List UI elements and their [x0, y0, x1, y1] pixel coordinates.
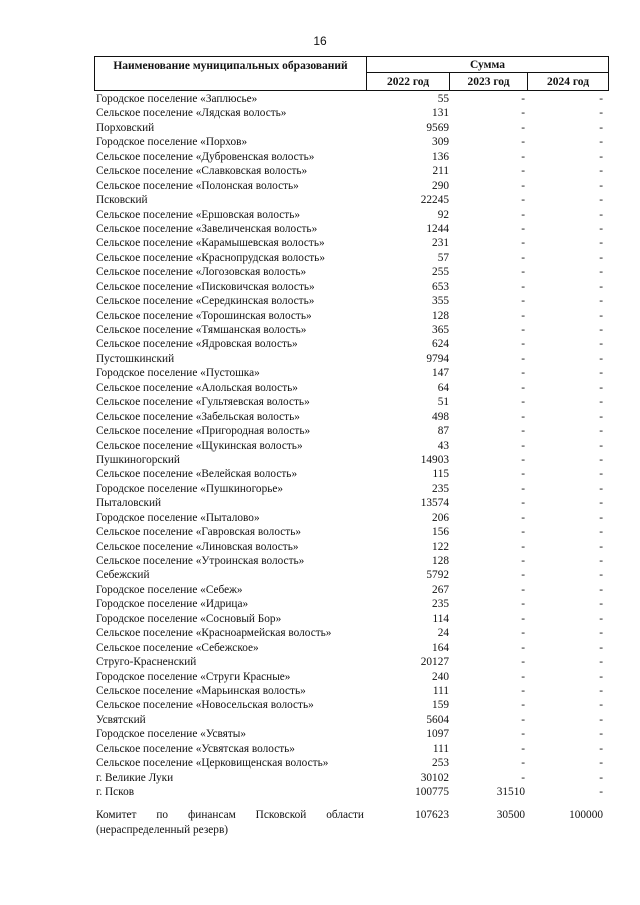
row-value-2022: 164: [432, 641, 449, 654]
row-value-2022: 290: [432, 179, 449, 192]
reserve-name-word: финансам: [187, 809, 236, 821]
row-name: Сельское поселение «Себежское»: [96, 641, 259, 654]
row-value-2022: 22245: [420, 194, 449, 207]
row-value-2023: -: [521, 468, 525, 481]
row-value-2022: 24: [437, 627, 449, 640]
row-name: Сельское поселение «Ядровская волость»: [96, 338, 298, 351]
row-name: Городское поселение «Идрица»: [96, 598, 249, 611]
table-row: [94, 381, 609, 395]
row-name: Сельское поселение «Марьинская волость»: [96, 684, 306, 697]
row-value-2024: -: [599, 381, 603, 394]
table-row: [94, 179, 609, 193]
row-name: Сельское поселение «Усвятская волость»: [96, 742, 295, 755]
table-row: [94, 280, 609, 294]
table-row: [94, 251, 609, 265]
row-value-2024: -: [599, 222, 603, 235]
reserve-name-word: области: [326, 809, 364, 821]
row-value-2023: -: [521, 208, 525, 221]
table-row: [94, 164, 609, 178]
row-value-2023: -: [521, 684, 525, 697]
table-row: [94, 92, 609, 106]
table-row: [94, 583, 609, 597]
table-row: [94, 511, 609, 525]
row-value-2022: 5604: [426, 713, 449, 726]
table-row: [94, 655, 609, 669]
row-name: Сельское поселение «Забельская волость»: [96, 410, 300, 423]
row-value-2023: -: [521, 410, 525, 423]
table-row: [94, 727, 609, 741]
row-value-2023: -: [521, 699, 525, 712]
row-value-2024: -: [599, 583, 603, 596]
row-name: Городское поселение «Струги Красные»: [96, 670, 291, 683]
row-value-2023: -: [521, 555, 525, 567]
row-name: Сельское поселение «Дубровенская волость»: [96, 150, 315, 163]
table-row: [94, 366, 609, 380]
row-name: Сельское поселение «Торошинская волость»: [96, 309, 312, 322]
row-value-2024: -: [599, 786, 603, 798]
row-value-2022: 309: [432, 136, 449, 149]
table-row: [94, 771, 609, 785]
row-value-2024: -: [599, 93, 603, 105]
table-row: [94, 785, 609, 799]
table-row: [94, 135, 609, 149]
table-row: [94, 265, 609, 279]
row-value-2023: -: [521, 280, 525, 293]
row-value-2024: -: [599, 150, 603, 163]
table-row: [94, 525, 609, 539]
row-value-2022: 57: [437, 251, 449, 264]
table-row: [94, 641, 609, 655]
table-row: [94, 352, 609, 366]
table-row: [94, 150, 609, 164]
row-value-2022: 1097: [426, 728, 449, 741]
table-row: [94, 410, 609, 424]
row-value-2023: -: [521, 194, 525, 207]
row-name: Порховский: [96, 121, 155, 134]
row-value-2024: -: [599, 598, 603, 611]
row-value-2022: 128: [432, 555, 449, 567]
row-name: Сельское поселение «Алольская волость»: [96, 381, 298, 394]
row-name: Городское поселение «Усвяты»: [96, 728, 247, 741]
row-value-2024: -: [599, 396, 603, 409]
row-value-2023: -: [521, 93, 525, 105]
row-name: Пушкиногорский: [96, 453, 180, 466]
row-name: Пыталовский: [96, 497, 162, 510]
row-value-2024: -: [599, 540, 603, 553]
row-name: Городское поселение «Пыталово»: [96, 511, 260, 524]
row-value-2022: 92: [437, 208, 449, 221]
row-value-2022: 1244: [426, 222, 449, 235]
row-value-2024: -: [599, 208, 603, 221]
reserve-value-2023: 30500: [496, 809, 525, 821]
table-row: [94, 713, 609, 727]
row-value-2023: -: [521, 641, 525, 654]
row-value-2023: -: [521, 121, 525, 134]
table-row: [94, 554, 609, 568]
row-value-2022: 30102: [420, 771, 449, 784]
row-value-2023: -: [521, 583, 525, 596]
row-name: г. Псков: [96, 786, 135, 798]
table-row: [94, 208, 609, 222]
row-value-2022: 51: [437, 396, 449, 409]
row-name: Сельское поселение «Линовская волость»: [96, 540, 299, 553]
row-value-2023: -: [521, 222, 525, 235]
table-row: [94, 424, 609, 438]
row-value-2022: 9569: [426, 121, 449, 134]
row-value-2023: -: [521, 165, 525, 178]
row-value-2024: -: [599, 425, 603, 438]
row-name: Городское поселение «Себеж»: [96, 583, 243, 596]
table-row: [94, 568, 609, 582]
row-value-2024: -: [599, 497, 603, 510]
row-value-2024: -: [599, 728, 603, 741]
row-value-2024: -: [599, 511, 603, 524]
row-value-2024: -: [599, 338, 603, 351]
row-value-2023: -: [521, 627, 525, 640]
row-value-2023: -: [521, 569, 525, 582]
row-value-2023: -: [521, 771, 525, 784]
header-year-2023: 2023 год: [450, 73, 528, 90]
row-name: Сельское поселение «Щукинская волость»: [96, 439, 303, 452]
row-value-2022: 64: [437, 381, 449, 394]
header-year-2022: 2022 год: [367, 73, 450, 90]
row-value-2023: -: [521, 352, 525, 365]
row-value-2022: 122: [432, 540, 449, 553]
row-name: Сельское поселение «Ершовская волость»: [96, 208, 301, 221]
row-value-2023: -: [521, 425, 525, 438]
row-value-2023: -: [521, 107, 525, 120]
row-value-2023: -: [521, 136, 525, 149]
table-row: [94, 121, 609, 135]
row-name: Пустошкинский: [96, 352, 175, 365]
row-value-2022: 114: [432, 612, 449, 625]
row-name: Сельское поселение «Карамышевская волость»: [96, 237, 325, 250]
row-name: Себежский: [96, 569, 150, 582]
row-value-2023: -: [521, 324, 525, 336]
row-name: Сельское поселение «Гультяевская волость»: [96, 396, 310, 409]
row-value-2023: -: [521, 511, 525, 524]
table-header: [94, 56, 609, 91]
row-value-2023: -: [521, 251, 525, 264]
row-value-2024: -: [599, 367, 603, 380]
reserve-name-word: по: [156, 809, 169, 821]
row-value-2022: 13574: [420, 497, 449, 510]
row-value-2022: 111: [432, 684, 449, 697]
header-name-column: Наименование муниципальных образований: [95, 57, 367, 90]
reserve-name-word: Комитет: [96, 809, 137, 821]
table-row: [94, 756, 609, 770]
row-value-2022: 55: [437, 93, 449, 105]
row-value-2024: -: [599, 309, 603, 322]
table-row: [94, 698, 609, 712]
row-value-2022: 235: [432, 482, 449, 495]
table-row: [94, 626, 609, 640]
row-name: Сельское поселение «Велейская волость»: [96, 468, 298, 481]
table-row: [94, 742, 609, 756]
row-value-2024: -: [599, 627, 603, 640]
row-value-2022: 20127: [420, 656, 449, 669]
reserve-name-line2: (нераспределенный резерв): [96, 823, 229, 836]
row-value-2022: 111: [432, 742, 449, 755]
row-value-2022: 136: [432, 150, 449, 163]
row-name: Сельское поселение «Завеличенская волость»: [96, 222, 318, 235]
reserve-value-2022: 107623: [415, 809, 449, 821]
row-value-2023: -: [521, 179, 525, 192]
row-value-2024: -: [599, 555, 603, 567]
table-body: [94, 92, 609, 799]
reserve-name: [96, 808, 364, 837]
row-value-2022: 498: [432, 410, 449, 423]
row-value-2023: -: [521, 540, 525, 553]
row-name: Сельское поселение «Церковищенская волость»: [96, 757, 329, 770]
row-value-2024: -: [599, 656, 603, 669]
row-value-2023: -: [521, 497, 525, 510]
table-row: [94, 684, 609, 698]
row-value-2024: -: [599, 468, 603, 481]
row-value-2022: 231: [432, 237, 449, 250]
table-row: [94, 540, 609, 554]
table-row: [94, 482, 609, 496]
row-name: Сельское поселение «Полонская волость»: [96, 179, 299, 192]
row-value-2023: -: [521, 713, 525, 726]
header-sum: Сумма: [367, 57, 608, 73]
table-row: [94, 597, 609, 611]
row-name: Городское поселение «Заплюсье»: [96, 93, 258, 105]
row-name: Сельское поселение «Лядская волость»: [96, 107, 287, 120]
row-value-2024: -: [599, 251, 603, 264]
table-row: [94, 439, 609, 453]
table-row: [94, 309, 609, 323]
table-row: [94, 337, 609, 351]
row-name: Сельское поселение «Пригородная волость»: [96, 425, 311, 438]
row-value-2024: -: [599, 526, 603, 539]
row-value-2024: -: [599, 699, 603, 712]
row-value-2022: 240: [432, 670, 449, 683]
row-value-2024: -: [599, 121, 603, 134]
row-value-2023: -: [521, 757, 525, 770]
row-value-2024: -: [599, 771, 603, 784]
row-name: Сельское поселение «Славковская волость»: [96, 165, 308, 178]
row-value-2023: -: [521, 439, 525, 452]
row-value-2024: -: [599, 237, 603, 250]
row-value-2022: 159: [432, 699, 449, 712]
row-name: Псковский: [96, 194, 148, 207]
row-value-2024: -: [599, 107, 603, 120]
row-value-2023: -: [521, 266, 525, 279]
row-value-2022: 653: [432, 280, 449, 293]
row-value-2024: -: [599, 266, 603, 279]
row-value-2024: -: [599, 324, 603, 336]
row-value-2022: 235: [432, 598, 449, 611]
row-value-2023: -: [521, 338, 525, 351]
reserve-name-word: Псковской: [255, 809, 307, 821]
row-value-2023: -: [521, 670, 525, 683]
row-name: Городское поселение «Пушкиногорье»: [96, 482, 284, 495]
row-name: Сельское поселение «Краснопрудская волость»: [96, 251, 325, 264]
row-value-2024: -: [599, 757, 603, 770]
row-value-2022: 9794: [426, 352, 449, 365]
reserve-name-line1: [96, 808, 364, 823]
row-value-2024: -: [599, 439, 603, 452]
row-value-2024: -: [599, 352, 603, 365]
row-name: Струго-Красненский: [96, 656, 197, 669]
row-value-2023: -: [521, 482, 525, 495]
row-value-2022: 147: [432, 367, 449, 380]
table-row: [94, 193, 609, 207]
row-name: Усвятский: [96, 713, 146, 726]
row-value-2023: -: [521, 237, 525, 250]
row-name: Сельское поселение «Утроинская волость»: [96, 555, 305, 567]
row-name: Сельское поселение «Тямшанская волость»: [96, 324, 307, 336]
row-value-2024: -: [599, 612, 603, 625]
row-value-2024: -: [599, 684, 603, 697]
row-value-2022: 624: [432, 338, 449, 351]
header-year-2024: 2024 год: [546, 75, 590, 88]
row-value-2024: -: [599, 165, 603, 178]
row-value-2023: -: [521, 453, 525, 466]
row-value-2022: 211: [432, 165, 449, 178]
table-row: [94, 467, 609, 481]
row-name: Сельское поселение «Новосельская волость»: [96, 699, 314, 712]
row-value-2023: -: [521, 396, 525, 409]
table-row: [94, 496, 609, 510]
row-value-2023: -: [521, 150, 525, 163]
row-value-2024: -: [599, 179, 603, 192]
row-value-2023: -: [521, 656, 525, 669]
table-row: [94, 395, 609, 409]
row-name: Сельское поселение «Середкинская волость»: [96, 295, 315, 308]
row-value-2022: 253: [432, 757, 449, 770]
row-value-2024: -: [599, 295, 603, 308]
table-row: [94, 453, 609, 467]
row-value-2024: -: [599, 136, 603, 149]
row-value-2023: -: [521, 309, 525, 322]
row-value-2022: 365: [432, 324, 449, 336]
row-value-2024: -: [599, 713, 603, 726]
row-value-2022: 43: [437, 439, 449, 452]
table-row: [94, 294, 609, 308]
table-row: [94, 106, 609, 120]
row-value-2023: -: [521, 367, 525, 380]
row-value-2023: -: [521, 742, 525, 755]
row-value-2022: 100775: [415, 786, 449, 798]
row-value-2022: 87: [437, 425, 449, 438]
row-name: Сельское поселение «Гавровская волость»: [96, 526, 302, 539]
row-name: Сельское поселение «Логозовская волость»: [96, 266, 307, 279]
row-value-2024: -: [599, 280, 603, 293]
page-number: 16: [313, 34, 327, 48]
row-value-2024: -: [599, 410, 603, 423]
table-row: [94, 612, 609, 626]
row-value-2022: 255: [432, 266, 449, 279]
row-value-2023: -: [521, 526, 525, 539]
row-value-2023: -: [521, 381, 525, 394]
row-name: Городское поселение «Пустошка»: [96, 367, 260, 380]
row-value-2023: -: [521, 295, 525, 308]
row-value-2022: 156: [432, 526, 449, 539]
row-name: Сельское поселение «Писковичская волость»: [96, 280, 315, 293]
row-value-2024: -: [599, 453, 603, 466]
row-value-2023: -: [521, 728, 525, 741]
row-name: Городское поселение «Сосновый Бор»: [96, 612, 282, 625]
row-value-2024: -: [599, 194, 603, 207]
table-row: [94, 222, 609, 236]
table-row: [94, 670, 609, 684]
table-row: [94, 323, 609, 337]
row-value-2024: -: [599, 641, 603, 654]
row-value-2022: 14903: [420, 453, 449, 466]
row-value-2023: 31510: [496, 786, 525, 798]
row-value-2022: 128: [432, 309, 449, 322]
row-name: Сельское поселение «Красноармейская волость»: [96, 627, 332, 640]
row-value-2024: -: [599, 569, 603, 582]
reserve-value-2024: 100000: [569, 809, 603, 821]
row-value-2022: 5792: [426, 569, 449, 582]
row-value-2023: -: [521, 612, 525, 625]
row-value-2024: -: [599, 482, 603, 495]
row-value-2024: -: [599, 670, 603, 683]
table-row: [94, 236, 609, 250]
row-value-2023: -: [521, 598, 525, 611]
row-name: Городское поселение «Порхов»: [96, 136, 248, 149]
row-value-2022: 115: [432, 468, 449, 481]
row-value-2022: 355: [432, 295, 449, 308]
row-name: г. Великие Луки: [96, 771, 174, 784]
row-value-2022: 206: [432, 511, 449, 524]
row-value-2022: 267: [432, 583, 449, 596]
row-value-2022: 131: [432, 107, 449, 120]
row-value-2024: -: [599, 742, 603, 755]
